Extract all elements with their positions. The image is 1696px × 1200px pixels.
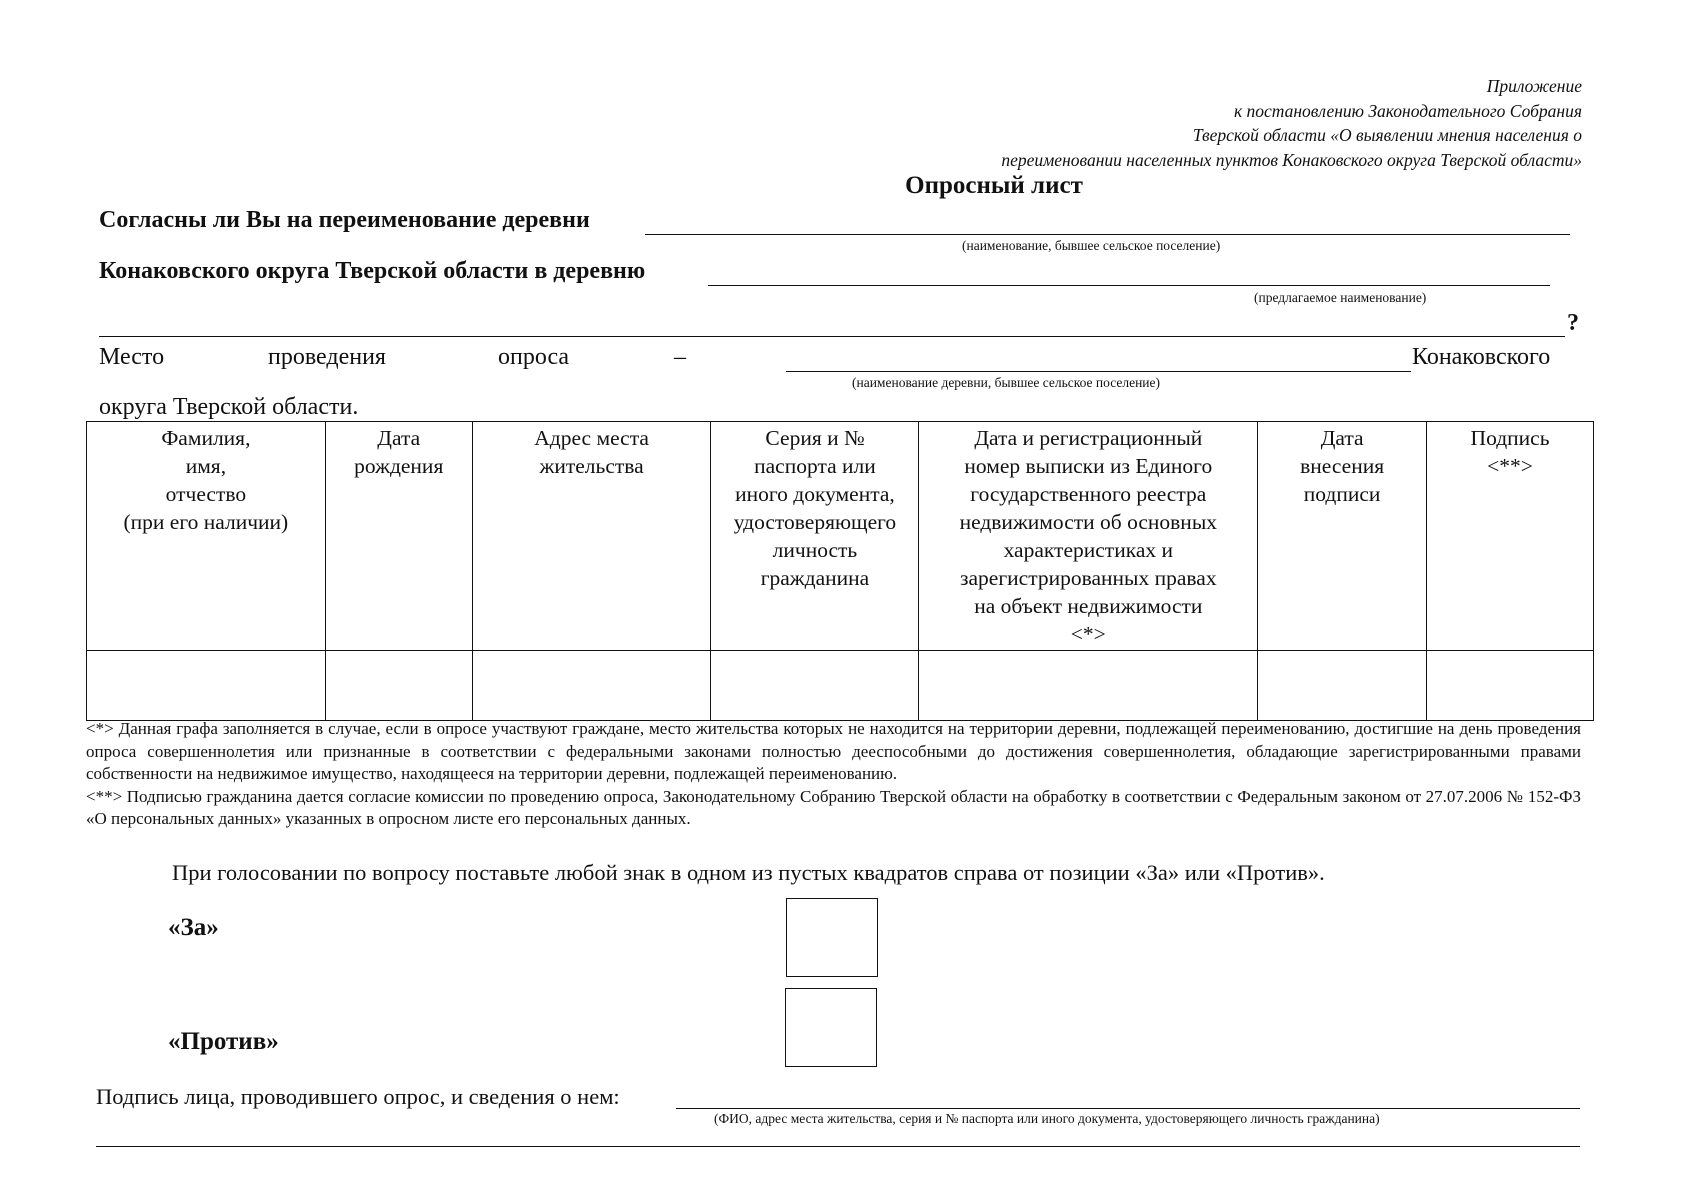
place-word-1: Место (99, 344, 165, 370)
signature-cell[interactable] (1427, 651, 1594, 721)
signer-label: Подпись лица, проводившего опрос, и сведения о нем: (96, 1084, 620, 1109)
village-name-field[interactable] (645, 234, 1570, 235)
place-line-2: округа Тверской области. (99, 394, 359, 420)
place-dash: – (674, 344, 686, 370)
column-header-registry-extract: Дата и регистрационный номер выписки из Единого государственного реестра недвижимости об основных характеристиках и зарегистрированных правах на объект недвижимости <*> (919, 422, 1258, 651)
footnote-2: <**> Подписью гражданина дается согласие комиссии по проведению опроса, Законодательному Собранию Тверской области на обработку в соответствии с Федеральным законом от 27.07.2006 № 152-ФЗ «О персональных данных» указанных в опросном листе его персональных данных. (86, 786, 1581, 829)
column-header-birthdate: Дата рождения (325, 422, 472, 651)
page-title (0, 172, 1696, 200)
column-header-passport: Серия и № паспорта или иного документа, удостоверяющего личность гражданина (711, 422, 919, 651)
column-header-signature: Подпись <**> (1427, 422, 1594, 651)
fullname-cell[interactable] (87, 651, 326, 721)
vote-for-label: «За» (168, 914, 219, 941)
registry-extract-cell[interactable] (919, 651, 1258, 721)
header-line: Приложение (1486, 76, 1582, 96)
survey-place-field[interactable] (786, 371, 1411, 372)
page-title-text: Опросный лист (905, 172, 1083, 199)
signer-info-hint: (ФИО, адрес места жительства, серия и № паспорта или иного документа, удостоверяющего личность гражданина) (714, 1111, 1380, 1126)
village-name-hint: (наименование, бывшее сельское поселение) (962, 238, 1221, 253)
survey-place-hint: (наименование деревни, бывшее сельское поселение) (852, 375, 1161, 390)
vote-for-checkbox[interactable] (786, 898, 878, 977)
address-cell[interactable] (472, 651, 711, 721)
place-word-4: Конаковского (1412, 344, 1551, 370)
respondents-table (86, 421, 1594, 721)
table-row (87, 651, 1594, 721)
footnote-1: <*> Данная графа заполняется в случае, если в опросе участвуют граждане, место жительства которых не находится на территории деревни, подлежащей переименованию, достигшие на день проведения опроса совершеннолетия или признанные в соответствии с федеральными законами полностью дееспособными до достижения совершеннолетия, обладающие зарегистрированными правами собственности на недвижимое имущество, находящееся на территории деревни, подлежащей переименованию. (86, 719, 1581, 784)
footnotes (86, 718, 1581, 831)
passport-cell[interactable] (711, 651, 919, 721)
question-continuation-field[interactable] (99, 336, 1565, 337)
question-line-1: Согласны ли Вы на переименование деревни (99, 207, 590, 233)
place-word-3: опроса (498, 344, 570, 370)
table-header-row (87, 422, 1594, 651)
column-header-signature-date: Дата внесения подписи (1258, 422, 1427, 651)
place-word-2: проведения (268, 344, 386, 370)
column-header-fullname: Фамилия, имя, отчество (при его наличии) (87, 422, 326, 651)
vote-against-label: «Против» (168, 1028, 279, 1055)
vote-against-checkbox[interactable] (785, 988, 877, 1067)
voting-instruction: При голосовании по вопросу поставьте любой знак в одном из пустых квадратов справа от позиции «За» или «Против». (172, 860, 1325, 885)
signer-info-continuation-field[interactable] (96, 1146, 1580, 1147)
appendix-header (822, 74, 1582, 172)
column-header-address: Адрес места жительства (472, 422, 711, 651)
header-line: переименовании населенных пунктов Конаковского округа Тверской области» (1001, 149, 1582, 170)
signature-date-cell[interactable] (1258, 651, 1427, 721)
proposed-name-field[interactable] (708, 285, 1550, 286)
question-line-2: Конаковского округа Тверской области в деревню (99, 258, 646, 284)
signer-info-field[interactable] (676, 1108, 1580, 1109)
birthdate-cell[interactable] (325, 651, 472, 721)
header-line: Тверской области «О выявлении мнения населения о (1192, 125, 1582, 145)
header-line: к постановлению Законодательного Собрания (1233, 100, 1582, 121)
question-mark: ? (1567, 310, 1579, 336)
proposed-name-hint: (предлагаемое наименование) (1254, 290, 1427, 305)
